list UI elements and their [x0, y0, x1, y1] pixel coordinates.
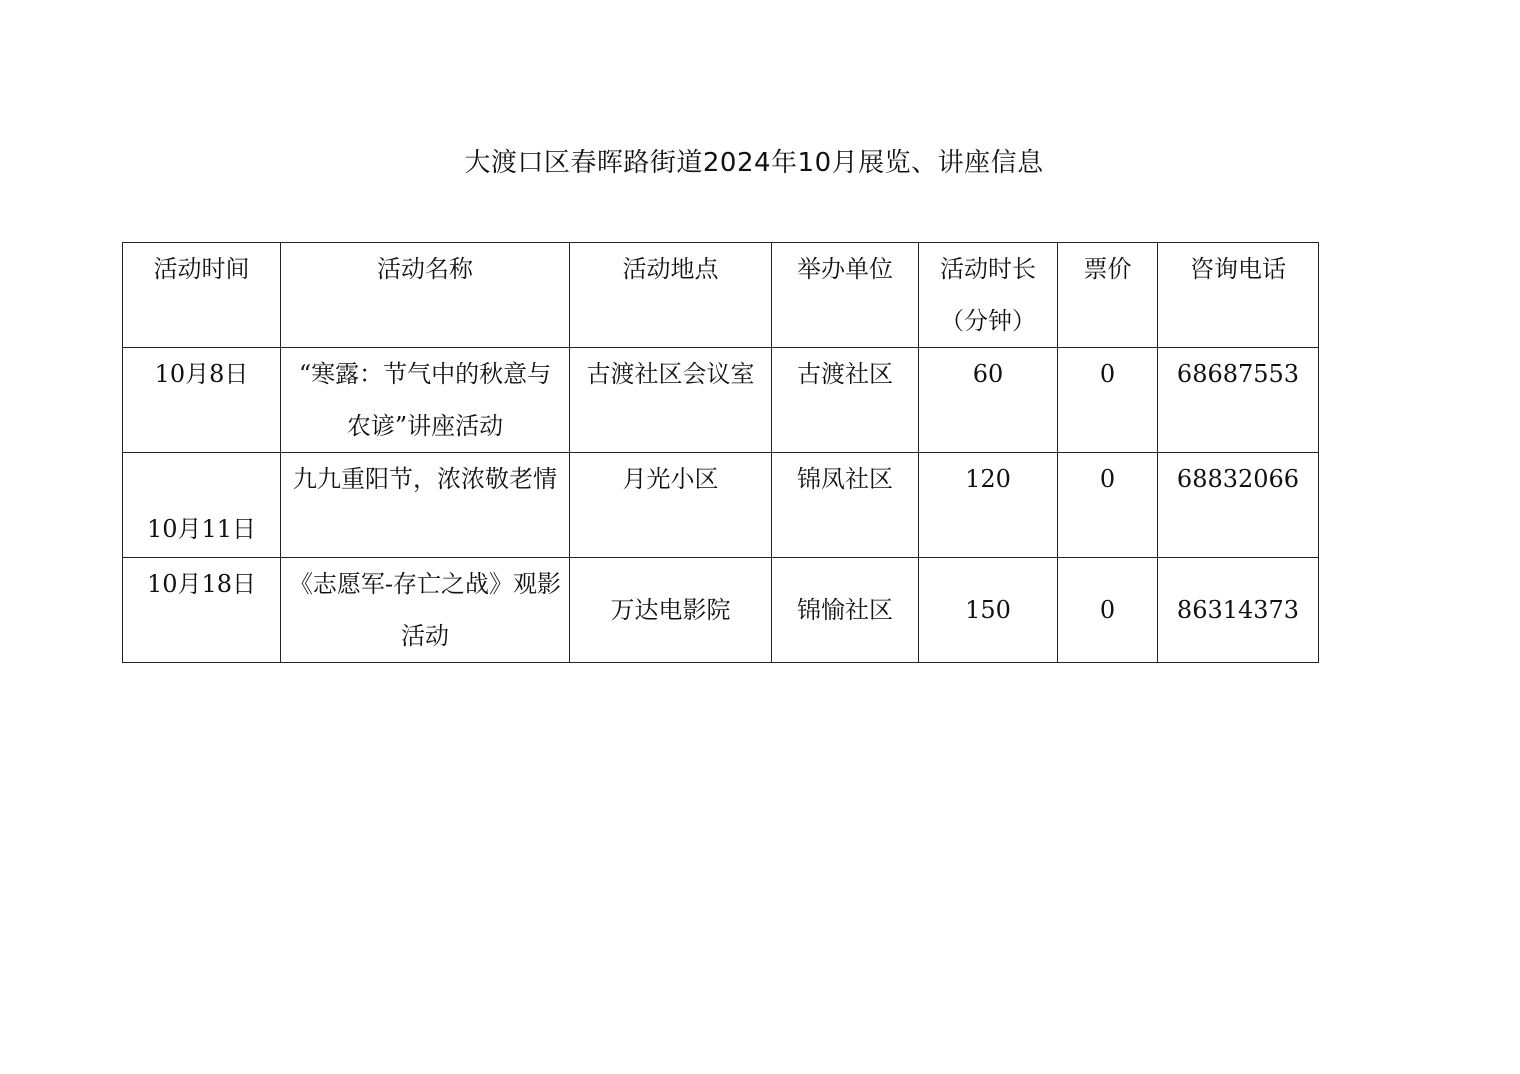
header-cell-organizer: 举办单位 [772, 243, 919, 348]
cell-activity-name: 《志愿军-存亡之战》观影活动 [281, 558, 570, 663]
cell-duration: 150 [919, 558, 1058, 663]
cell-duration: 60 [919, 348, 1058, 453]
document-title: 大渡口区春晖路街道2024年10月展览、讲座信息 [464, 148, 1044, 178]
table-row [123, 348, 1319, 453]
events-table [122, 242, 1319, 663]
cell-time: 10月8日 [123, 348, 281, 453]
cell-activity-name: “寒露：节气中的秋意与农谚”讲座活动 [281, 348, 570, 453]
header-cell-duration: 活动时长（分钟） [919, 243, 1058, 348]
cell-price: 0 [1058, 453, 1158, 558]
table-header-row [123, 243, 1319, 348]
cell-organizer: 锦愉社区 [772, 558, 919, 663]
cell-phone: 68687553 [1158, 348, 1319, 453]
header-cell-price: 票价 [1058, 243, 1158, 348]
table-row [123, 453, 1319, 558]
cell-organizer: 古渡社区 [772, 348, 919, 453]
header-cell-phone: 咨询电话 [1158, 243, 1319, 348]
cell-time: 10月11日 [123, 453, 281, 558]
cell-time: 10月18日 [123, 558, 281, 663]
header-cell-name: 活动名称 [281, 243, 570, 348]
cell-duration: 120 [919, 453, 1058, 558]
table-row [123, 558, 1319, 663]
cell-location: 古渡社区会议室 [570, 348, 772, 453]
cell-activity-name: 九九重阳节，浓浓敬老情 [281, 453, 570, 558]
header-cell-time: 活动时间 [123, 243, 281, 348]
cell-location: 月光小区 [570, 453, 772, 558]
cell-price: 0 [1058, 558, 1158, 663]
cell-price: 0 [1058, 348, 1158, 453]
cell-location: 万达电影院 [570, 558, 772, 663]
header-cell-location: 活动地点 [570, 243, 772, 348]
cell-phone: 68832066 [1158, 453, 1319, 558]
cell-phone: 86314373 [1158, 558, 1319, 663]
cell-organizer: 锦凤社区 [772, 453, 919, 558]
